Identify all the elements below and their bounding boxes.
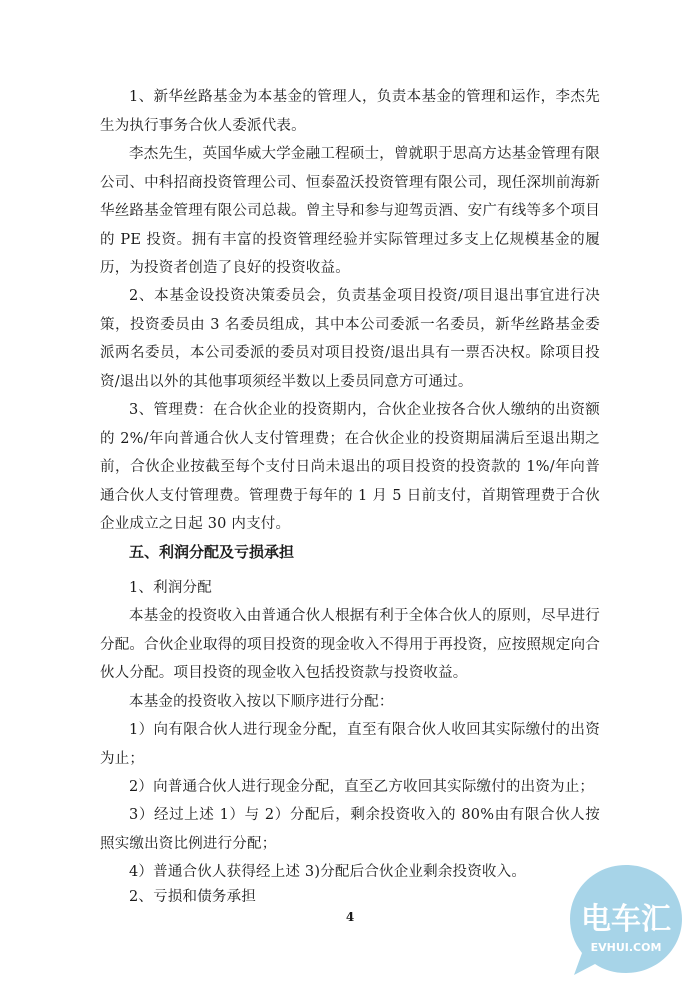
paragraph-manager: 1、新华丝路基金为本基金的管理人，负责本基金的管理和运作，李杰先生为执行事务合伙人委派代表。 bbox=[100, 89, 600, 134]
section-heading: 五、利润分配及亏损承担 bbox=[129, 543, 295, 561]
paragraph-investment-committee: 2、本基金设投资决策委员会，负责基金项目投资/项目退出事宜进行决策，投资委员由 3 名委员组成，其中本公司委派一名委员，新华丝路基金委派两名委员，本公司委派的委员对项目投资/退出具有一票否决权。除项目投资/退出以外的其他事项须经半数以上委员同意方可通过。 bbox=[100, 288, 600, 390]
subsection-loss-and-debt: 2、亏损和债务承担 bbox=[129, 889, 257, 905]
list-item-1: 1）向有限合伙人进行现金分配，直至有限合伙人收回其实际缴付的出资为止； bbox=[100, 722, 600, 767]
watermark-site-text: EVHUI.COM bbox=[590, 941, 662, 954]
watermark-brand-text: 电车汇 bbox=[581, 902, 671, 937]
list-item-4: 4）普通合伙人获得经上述 3)分配后合伙企业剩余投资收入。 bbox=[129, 864, 527, 880]
list-item-3: 3）经过上述 1）与 2）分配后，剩余投资收入的 80%由有限合伙人按照实缴出资比例进行分配； bbox=[100, 807, 600, 852]
paragraph-li-jie-bio: 李杰先生，英国华威大学金融工程硕士，曾就职于思高方达基金管理有限公司、中科招商投资管理公司、恒泰盈沃投资管理有限公司，现任深圳前海新华丝路基金管理有限公司总裁。曾主导和参与迎驾贡酒、安广有线等多个项目的 PE 投资。拥有丰富的投资管理经验并实际管理过多支上亿规模基金的履历，为投资者创造了良好的投资收益。 bbox=[100, 146, 600, 276]
paragraph-management-fee: 3、管理费：在合伙企业的投资期内，合伙企业按各合伙人缴纳的出资额的 2%/年向普通合伙人支付管理费；在合伙企业的投资期届满后至退出期之前，合伙企业按截至每个支付日尚未退出的项目投资的投资款的 1%/年向普通合伙人支付管理费。管理费于每年的 1 月 5 日前支付，首期管理费于合伙企业成立之日起 30 内支付。 bbox=[100, 402, 600, 532]
subsection-profit-distribution: 1、利润分配 bbox=[129, 580, 212, 596]
paragraph-distribution-principle: 本基金的投资收入由普通合伙人根据有利于全体合伙人的原则，尽早进行分配。合伙企业取得的项目投资的现金收入不得用于再投资，应按照规定向合伙人分配。项目投资的现金收入包括投资款与投资收益。 bbox=[100, 608, 600, 681]
paragraph-distribution-order: 本基金的投资收入按以下顺序进行分配： bbox=[129, 694, 394, 710]
evhui-watermark-logo bbox=[562, 857, 690, 985]
page-number: 4 bbox=[345, 910, 355, 924]
list-item-2: 2）向普通合伙人进行现金分配，直至乙方收回其实际缴付的出资为止； bbox=[129, 779, 595, 795]
